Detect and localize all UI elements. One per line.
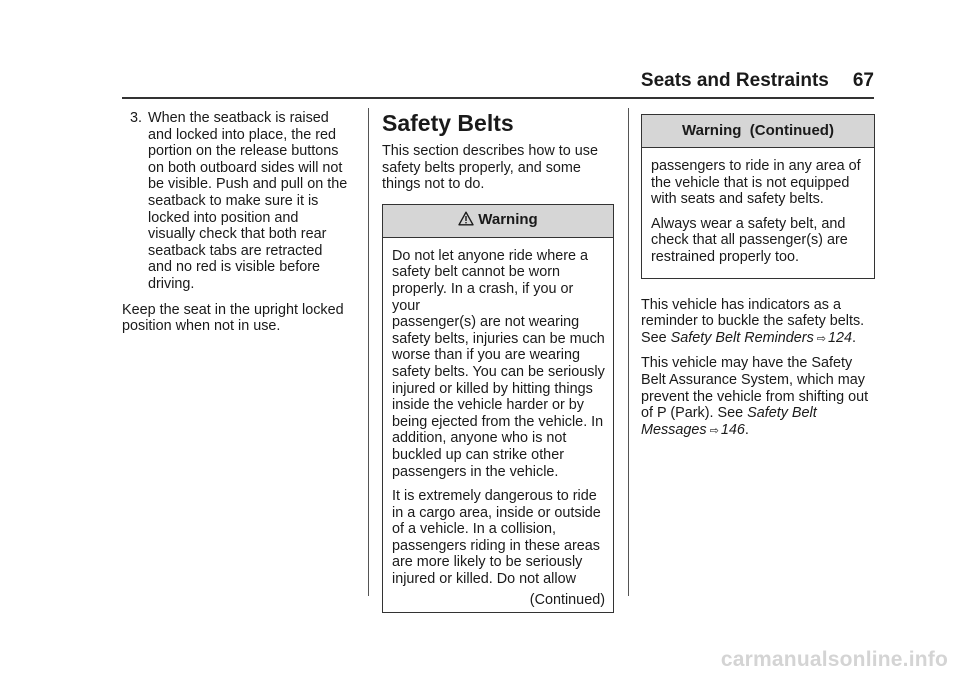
text-line: and no red is visible before <box>148 259 320 276</box>
section-name: Seats and Restraints <box>640 70 829 91</box>
text-line: safety belts. You can be seriously <box>392 363 605 380</box>
text-fragment: of P (Park). See <box>641 405 748 422</box>
text-line: Keep the seat in the upright locked <box>122 301 344 318</box>
text-line: seatback tabs are retracted <box>148 242 323 259</box>
text-line: addition, anyone who is not <box>392 430 567 447</box>
period: . <box>744 421 749 438</box>
text-line: in a cargo area, inside or outside <box>392 504 601 521</box>
text-line: It is extremely dangerous to ride <box>392 488 597 505</box>
paragraph <box>122 302 358 335</box>
text-line: locked into position and <box>148 209 299 226</box>
text-line: restrained properly too. <box>651 248 799 265</box>
text-line: When the seatback is raised <box>148 110 329 126</box>
text-line: and locked into place, the red <box>148 126 337 143</box>
column-left <box>122 110 358 335</box>
warning-paragraph <box>651 158 866 208</box>
warning-body <box>383 238 613 612</box>
see-text: See <box>641 329 671 346</box>
cross-reference-link-cont[interactable]: Messages <box>641 421 707 438</box>
page-reference[interactable]: 124 <box>828 329 853 346</box>
text-line: passengers in the vehicle. <box>392 463 559 480</box>
text-line: safety belts properly, and some <box>382 159 581 176</box>
text-line: check that all passenger(s) are <box>651 232 848 249</box>
warning-body <box>642 148 874 278</box>
text-line: things not to do. <box>382 176 485 193</box>
text-line: worse than if you are wearing <box>392 347 580 364</box>
text-line <box>641 422 875 440</box>
text-line: passengers to ride in any area of <box>651 158 861 174</box>
text-line: of a vehicle. In a collision, <box>392 521 556 538</box>
text-line: properly. In a crash, if you or your <box>392 280 574 314</box>
text-line: with seats and safety belts. <box>651 191 824 208</box>
text-line: driving. <box>148 275 195 292</box>
step-text <box>148 110 358 293</box>
numbered-step <box>122 110 358 293</box>
text-line: position when not in use. <box>122 318 281 335</box>
text-line: buckled up can strike other <box>392 446 564 463</box>
paragraph <box>641 355 875 439</box>
column-divider-right <box>628 108 629 596</box>
text-line: reminder to buckle the safety belts. <box>641 313 865 330</box>
text-line: Do not let anyone ride where a <box>392 247 588 264</box>
text-line: This vehicle may have the Safety <box>641 355 853 372</box>
column-right <box>641 114 875 447</box>
text-line: This section describes how to use <box>382 143 598 159</box>
text-line: are more likely to be seriously <box>392 554 583 571</box>
text-line: the vehicle that is not equipped <box>651 174 850 191</box>
page-number: 67 <box>852 70 874 91</box>
cross-reference-link[interactable]: Safety Belt <box>747 405 817 422</box>
text-line: portion on the release buttons <box>148 143 339 160</box>
warning-box <box>382 204 614 613</box>
intro-paragraph <box>382 143 614 193</box>
warning-title: Warning (Continued) <box>682 121 834 139</box>
text-line: Belt Assurance System, which may <box>641 371 865 388</box>
paragraph <box>641 297 875 348</box>
text-line: on both outboard sides will not <box>148 159 343 176</box>
text-line: safety belts, injuries can be much <box>392 330 605 347</box>
text-line: be visible. Push and pull on the <box>148 176 348 193</box>
warning-icon <box>458 211 474 231</box>
page-arrow-icon: ⇨ <box>816 332 826 345</box>
text-line: seatback to make sure it is <box>148 192 319 209</box>
column-divider-left <box>368 108 369 596</box>
text-line: injured or killed by hitting things <box>392 380 593 397</box>
page-reference[interactable]: 146 <box>720 421 745 438</box>
text-line: passengers riding in these areas <box>392 537 600 554</box>
warning-box-continued <box>641 114 875 279</box>
warning-paragraph <box>651 216 866 266</box>
text-line: inside the vehicle harder or by <box>392 397 584 414</box>
period: . <box>852 329 857 346</box>
text-line: visually check that both rear <box>148 226 327 243</box>
page-header <box>620 70 874 96</box>
warning-header <box>383 205 613 238</box>
text-line: safety belt cannot be worn <box>392 264 560 281</box>
warning-paragraph <box>392 248 605 480</box>
text-line: This vehicle has indicators as a <box>641 296 841 313</box>
text-line: injured or killed. Do not allow <box>392 571 576 588</box>
cross-reference-link[interactable]: Safety Belt Reminders <box>670 329 814 346</box>
section-title: Safety Belts <box>382 110 514 136</box>
text-line: passenger(s) are not wearing <box>392 314 580 331</box>
warning-paragraph <box>392 488 605 588</box>
column-middle <box>382 110 614 613</box>
continued-label: (Continued) <box>529 591 605 608</box>
header-rule <box>122 97 874 99</box>
watermark: carmanualsonline.info <box>720 648 948 671</box>
warning-title: Warning <box>478 211 538 229</box>
page-arrow-icon: ⇨ <box>709 424 719 437</box>
text-line: being ejected from the vehicle. In <box>392 413 604 430</box>
text-line: Always wear a safety belt, and <box>651 215 846 232</box>
warning-header <box>642 115 874 148</box>
step-number: 3. <box>129 110 142 126</box>
text-line <box>641 330 875 348</box>
text-line <box>641 405 875 422</box>
text-line: prevent the vehicle from shifting out <box>641 388 869 405</box>
